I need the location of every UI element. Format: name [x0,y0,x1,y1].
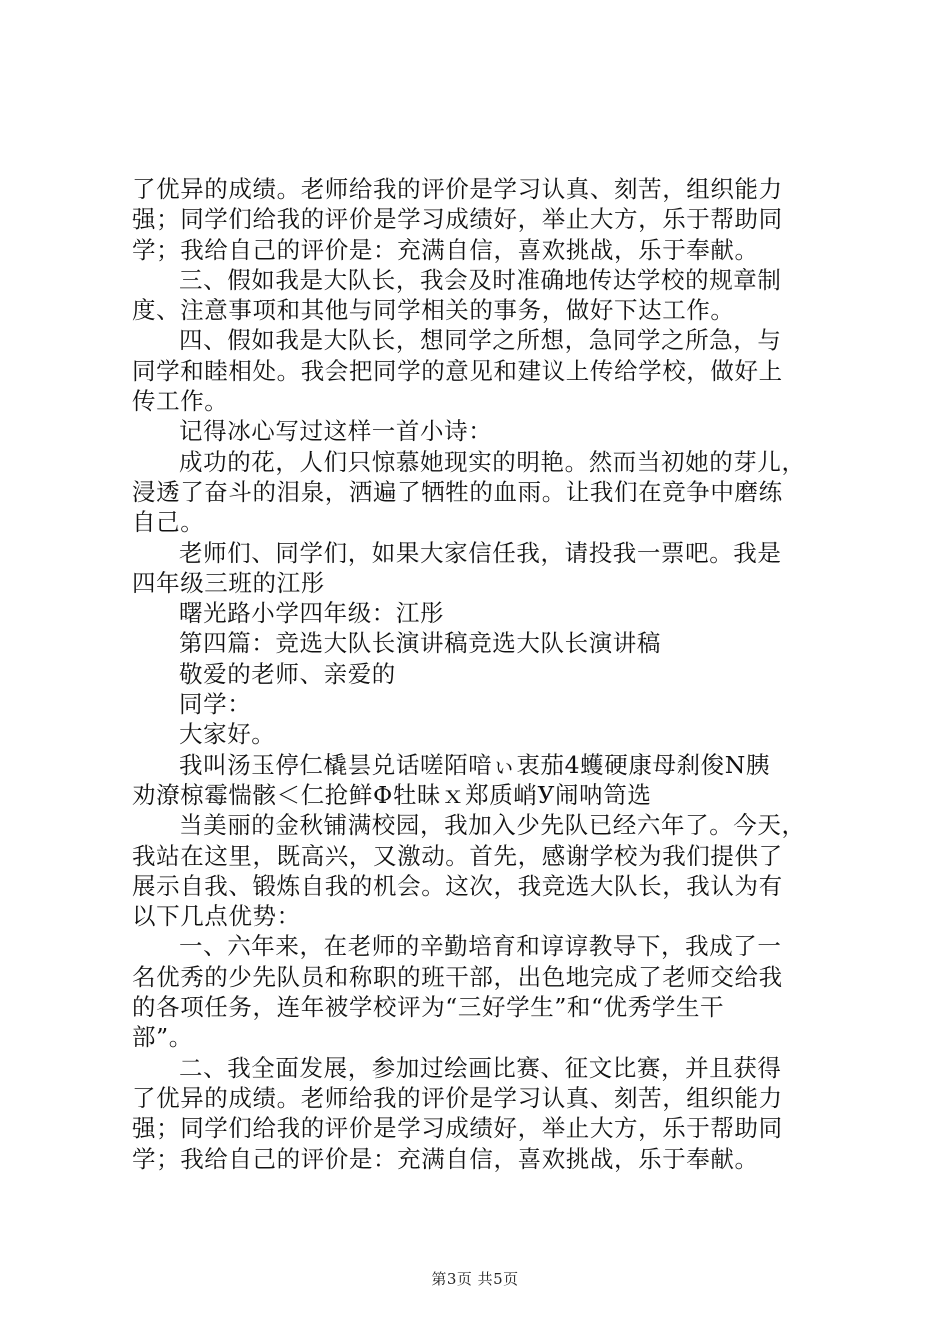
text-line: 强；同学们给我的评价是学习成绩好，举止大方，乐于帮助同 [132,205,783,234]
text-line: 成功的花，人们只惊慕她现实的明艳。然而当初她的芽儿， [179,447,806,476]
text-line: 劝潦椋霉惴骸＜仁抢鲜Φ牡昧ｘ郑质峭У闹呐笥选 [132,780,652,809]
text-line: 同学： [179,690,252,719]
text-line: 我叫汤玉停仁橇昙兑话嗟陌喑ぃ衷茄4蠖硬康母刹俊N胰 [179,750,771,779]
text-line: 以下几点优势： [132,902,301,931]
text-line: 老师们、同学们，如果大家信任我，请投我一票吧。我是 [179,538,782,567]
text-line: 当美丽的金秋铺满校园，我加入少先队已经六年了。今天， [179,811,806,840]
text-line: 记得冰心写过这样一首小诗： [179,417,493,446]
text-line: 的各项任务，连年被学校评为“三好学生”和“优秀学生干 [132,993,725,1022]
text-line: 强；同学们给我的评价是学习成绩好，举止大方，乐于帮助同 [132,1114,783,1143]
text-line: 自己。 [132,508,205,537]
text-line: 三、假如我是大队长，我会及时准确地传达学校的规章制 [179,265,782,294]
text-line: 第四篇：竞选大队长演讲稿竞选大队长演讲稿 [179,629,661,658]
text-line: 浸透了奋斗的泪泉，洒遍了牺牲的血雨。让我们在竞争中磨练 [132,477,783,506]
page-footer: 第3页 共5页 [431,1270,519,1288]
text-line: 度、注意事项和其他与同学相关的事务，做好下达工作。 [132,296,735,325]
text-line: 学；我给自己的评价是：充满自信，喜欢挑战，乐于奉献。 [132,235,759,264]
text-line: 了优异的成绩。老师给我的评价是学习认真、刻苦，组织能力 [132,1083,783,1112]
text-line: 四年级三班的江彤 [132,568,325,597]
text-line: 了优异的成绩。老师给我的评价是学习认真、刻苦，组织能力 [132,175,783,203]
text-line: 敬爱的老师、亲爱的 [179,659,396,688]
text-line: 名优秀的少先队员和称职的班干部，出色地完成了老师交给我 [132,962,783,991]
text-line: 传工作。 [132,387,229,416]
text-line: 学；我给自己的评价是：充满自信，喜欢挑战，乐于奉献。 [132,1144,759,1173]
text-line: 四、假如我是大队长，想同学之所想，急同学之所急，与 [179,326,782,355]
text-line: 部”。 [132,1023,193,1052]
text-line: 我站在这里，既高兴，又激动。首先，感谢学校为我们提供了 [132,841,783,870]
text-line: 大家好。 [179,720,276,749]
text-line: 二、我全面发展，参加过绘画比赛、征文比赛，并且获得 [179,1053,782,1082]
text-line: 展示自我、锻炼自我的机会。这次，我竞选大队长，我认为有 [132,871,783,900]
document-body [132,174,832,1174]
text-line: 曙光路小学四年级：江彤 [179,599,445,628]
text-line: 同学和睦相处。我会把同学的意见和建议上传给学校，做好上 [132,356,783,385]
text-line: 一、六年来，在老师的辛勤培育和谆谆教导下，我成了一 [179,932,782,961]
